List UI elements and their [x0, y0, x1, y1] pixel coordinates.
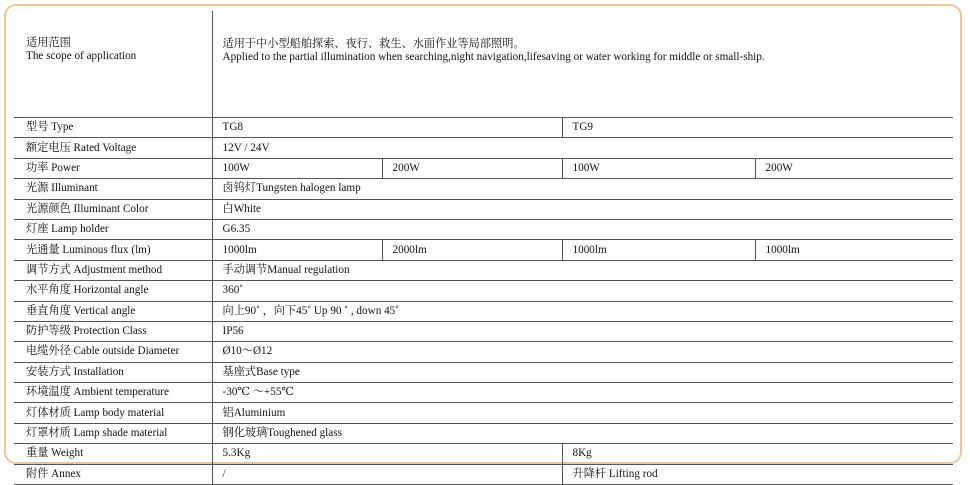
type-tg8: TG8 [212, 118, 562, 138]
table-row-horizontal-angle [14, 281, 953, 301]
annex-label: 附件 Annex [14, 464, 212, 484]
installation-label: 安装方式 Installation [14, 362, 212, 382]
type-tg9: TG9 [562, 118, 953, 138]
table-row-illuminant-color [14, 199, 953, 219]
table-row-cable-diameter [14, 342, 953, 362]
type-label: 型号 Type [14, 118, 212, 138]
shade-material-label: 灯罩材质 Lamp shade material [14, 423, 212, 443]
weight-label: 重量 Weight [14, 444, 212, 464]
ambient-temp-value: -30℃ ～+55℃ [212, 383, 953, 403]
vertical-angle-label: 垂直角度 Vertical angle [14, 301, 212, 321]
luminous-flux-value-1: 1000lm [212, 240, 382, 260]
weight-tg8: 5.3Kg [212, 444, 562, 464]
scope-value-zh: 适用于中小型船舶探索、夜行、救生、水面作业等局部照明。 [222, 38, 525, 50]
scope-value [212, 11, 953, 118]
scope-label-en: The scope of application [26, 50, 137, 62]
body-material-label: 灯体材质 Lamp body material [14, 403, 212, 423]
table-row-luminous-flux [14, 240, 953, 260]
table-row-protection [14, 321, 953, 341]
scope-value-en: Applied to the partial illumination when searching,night navigation,lifesaving or water working for middle or small-ship. [222, 51, 765, 63]
illuminant-color-label: 光源颜色 Illuminant Color [14, 199, 212, 219]
illuminant-label: 光源 Illuminant [14, 179, 212, 199]
horizontal-angle-label: 水平角度 Horizontal angle [14, 281, 212, 301]
table-row-power [14, 158, 953, 178]
table-row-adjustment [14, 260, 953, 280]
voltage-label: 额定电压 Rated Voltage [14, 138, 212, 158]
adjustment-value: 手动调节Manual regulation [212, 260, 953, 280]
power-value-2: 200W [382, 158, 562, 178]
vertical-angle-value: 向上90˚ ，向下45˚ Up 90 ˚ , down 45˚ [212, 301, 953, 321]
luminous-flux-label: 光通量 Luminous flux (lm) [14, 240, 212, 260]
horizontal-angle-value: 360˚ [212, 281, 953, 301]
table-row-body-material [14, 403, 953, 423]
shade-material-value: 钢化玻璃Toughened glass [212, 423, 953, 443]
luminous-flux-value-4: 1000lm [755, 240, 953, 260]
table-row-annex [14, 464, 953, 484]
annex-tg8: / [212, 464, 562, 484]
body-material-value: 铝Aluminium [212, 403, 953, 423]
table-row-type [14, 118, 953, 138]
table-row-installation [14, 362, 953, 382]
lamp-holder-value: G6.35 [212, 219, 953, 239]
installation-value: 基座式Base type [212, 362, 953, 382]
voltage-value: 12V / 24V [212, 138, 953, 158]
spec-sheet-frame [4, 4, 962, 480]
power-value-1: 100W [212, 158, 382, 178]
table-row-weight [14, 444, 953, 464]
scope-label [14, 11, 212, 118]
spec-table [14, 11, 953, 485]
illuminant-value: 卤钨灯Tungsten halogen lamp [212, 179, 953, 199]
lamp-holder-label: 灯座 Lamp holder [14, 219, 212, 239]
table-row-ambient-temp [14, 383, 953, 403]
table-row-lamp-holder [14, 219, 953, 239]
scope-label-zh: 适用范围 [26, 37, 71, 49]
power-value-3: 100W [562, 158, 755, 178]
illuminant-color-value: 白White [212, 199, 953, 219]
table-row-voltage [14, 138, 953, 158]
luminous-flux-value-3: 1000lm [562, 240, 755, 260]
power-value-4: 200W [755, 158, 953, 178]
weight-tg9: 8Kg [562, 444, 953, 464]
ambient-temp-label: 环境温度 Ambient temperature [14, 383, 212, 403]
protection-label: 防护等级 Protection Class [14, 321, 212, 341]
annex-tg9: 升降杆 Lifting rod [562, 464, 953, 484]
cable-diameter-label: 电缆外径 Cable outside Diameter [14, 342, 212, 362]
cable-diameter-value: Ø10～Ø12 [212, 342, 953, 362]
protection-value: IP56 [212, 321, 953, 341]
adjustment-label: 调节方式 Adjustment method [14, 260, 212, 280]
luminous-flux-value-2: 2000lm [382, 240, 562, 260]
table-row-illuminant [14, 179, 953, 199]
power-label: 功率 Power [14, 158, 212, 178]
table-row-shade-material [14, 423, 953, 443]
table-row-scope [14, 11, 953, 118]
table-row-vertical-angle [14, 301, 953, 321]
